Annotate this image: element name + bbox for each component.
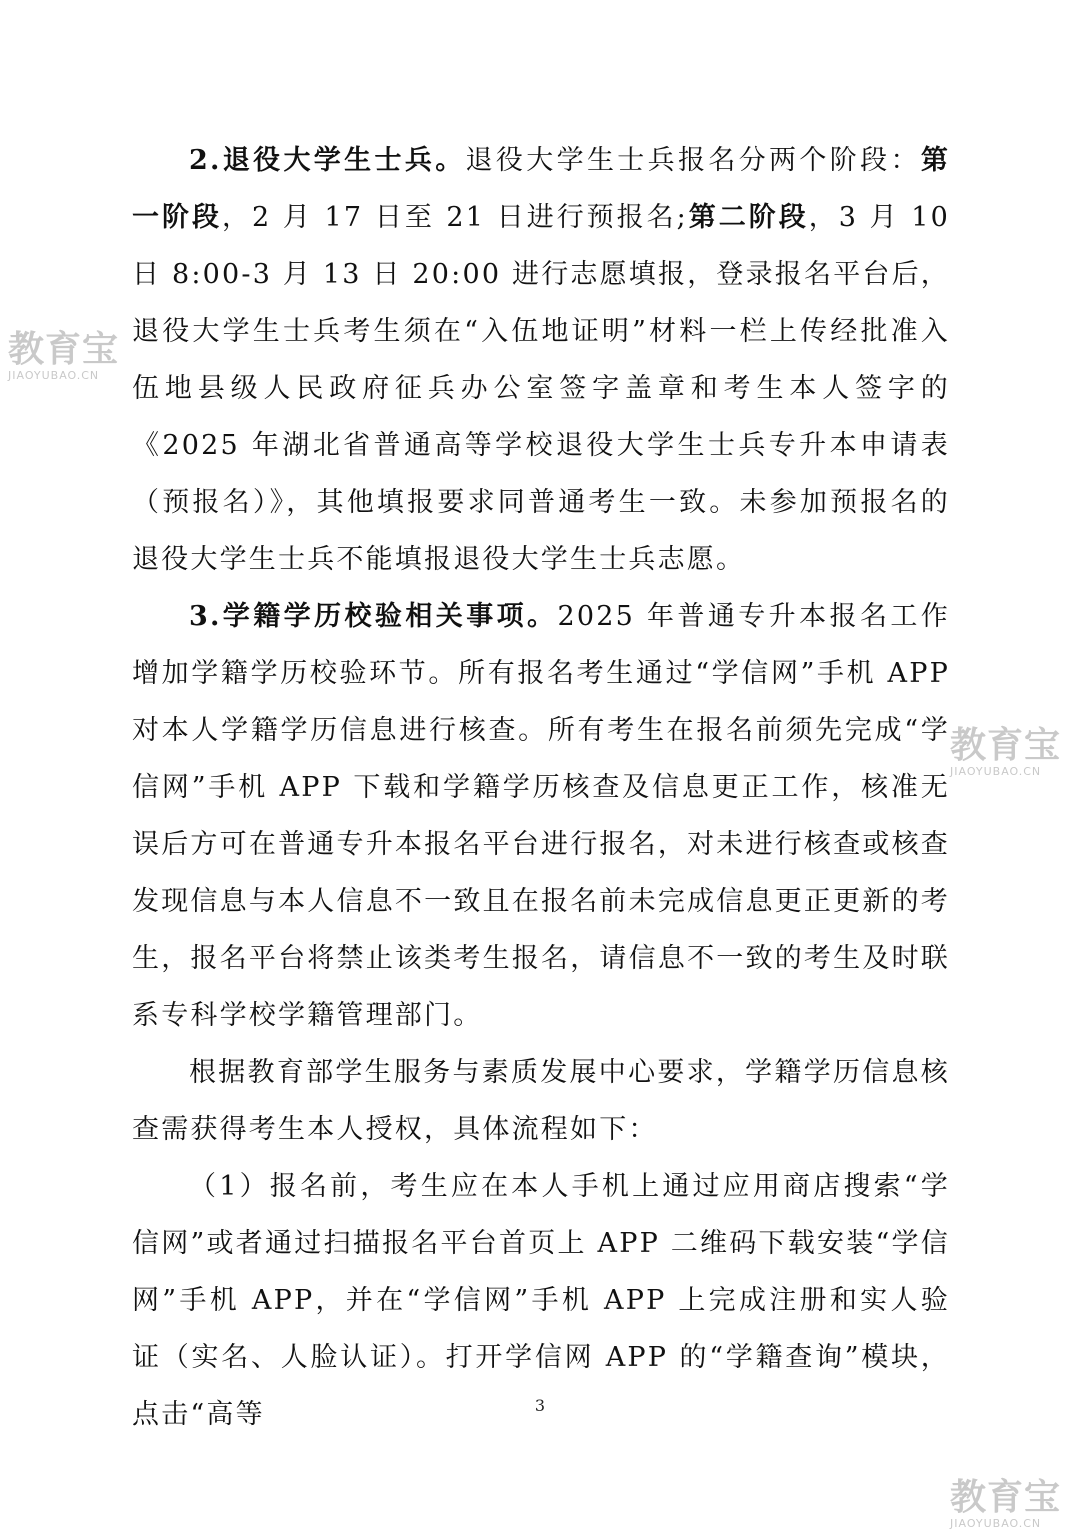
watermark-url: JIAOYUBAO.CN	[950, 765, 1042, 778]
paragraph-text: 2025 年普通专升本报名工作增加学籍学历校验环节。所有报名考生通过“学信网”手机 APP 对本人学籍学历信息进行核查。所有考生在报名前须先完成“学信网”手机 APP 下载和学籍学历核查及信息更正工作，核准无误后方可在普通专升本报名平台进行报名，对未进行核查或核查发现信息与本人信息不一致且在报名前未完成信息更正更新的考生，报名平台将禁止该类考生报名，请信息不一致的考生及时联系专科学校学籍管理部门。	[132, 601, 950, 1031]
watermark-logo	[950, 725, 1062, 778]
watermark-logo	[8, 329, 120, 382]
paragraph-text: ，2 月 17 日至 21 日进行预报名;	[221, 202, 688, 233]
paragraph-text: 退役大学生士兵报名分两个阶段：	[465, 145, 921, 176]
paragraph-authorization-intro	[132, 1044, 950, 1158]
paragraph-text: （1）报名前，考生应在本人手机上通过应用商店搜索“学信网”或者通过扫描报名平台首页上 APP 二维码下载安装“学信网”手机 APP，并在“学信网”手机 APP 上完成注册和实人验证（实名、人脸认证）。打开学信网 APP 的“学籍查询”模块，点击“高等	[132, 1171, 950, 1430]
paragraph-status-verification	[132, 588, 950, 1044]
paragraph-veteran-students	[132, 132, 950, 588]
paragraph-text: 根据教育部学生服务与素质发展中心要求，学籍学历信息核查需获得考生本人授权，具体流程如下：	[132, 1057, 950, 1145]
watermark-url: JIAOYUBAO.CN	[950, 1517, 1042, 1530]
watermark-text: 教育宝	[8, 329, 120, 370]
phase-two-label: 第二阶段	[687, 202, 809, 233]
paragraph-heading: 3.学籍学历校验相关事项。	[189, 601, 558, 632]
page-number: 3	[534, 1396, 546, 1415]
paragraph-heading: 2.退役大学生士兵。	[189, 145, 466, 176]
paragraph-text: ，3 月 10 日 8:00-3 月 13 日 20:00 进行志愿填报，登录报名平台后，退役大学生士兵考生须在“入伍地证明”材料一栏上传经批准入伍地县级人民政府征兵办公室签字盖章和考生本人签字的《2025 年湖北省普通高等学校退役大学生士兵专升本申请表（预报名）》，其他填报要求同普通考生一致。未参加预报名的退役大学生士兵不能填报退役大学生士兵志愿。	[132, 202, 950, 575]
phase-one-label: 第一阶段	[132, 145, 951, 233]
watermark-text: 教育宝	[950, 1477, 1062, 1518]
watermark-text: 教育宝	[950, 725, 1062, 766]
watermark-logo	[950, 1477, 1062, 1530]
document-body	[132, 132, 950, 1443]
watermark-url: JIAOYUBAO.CN	[8, 369, 100, 382]
